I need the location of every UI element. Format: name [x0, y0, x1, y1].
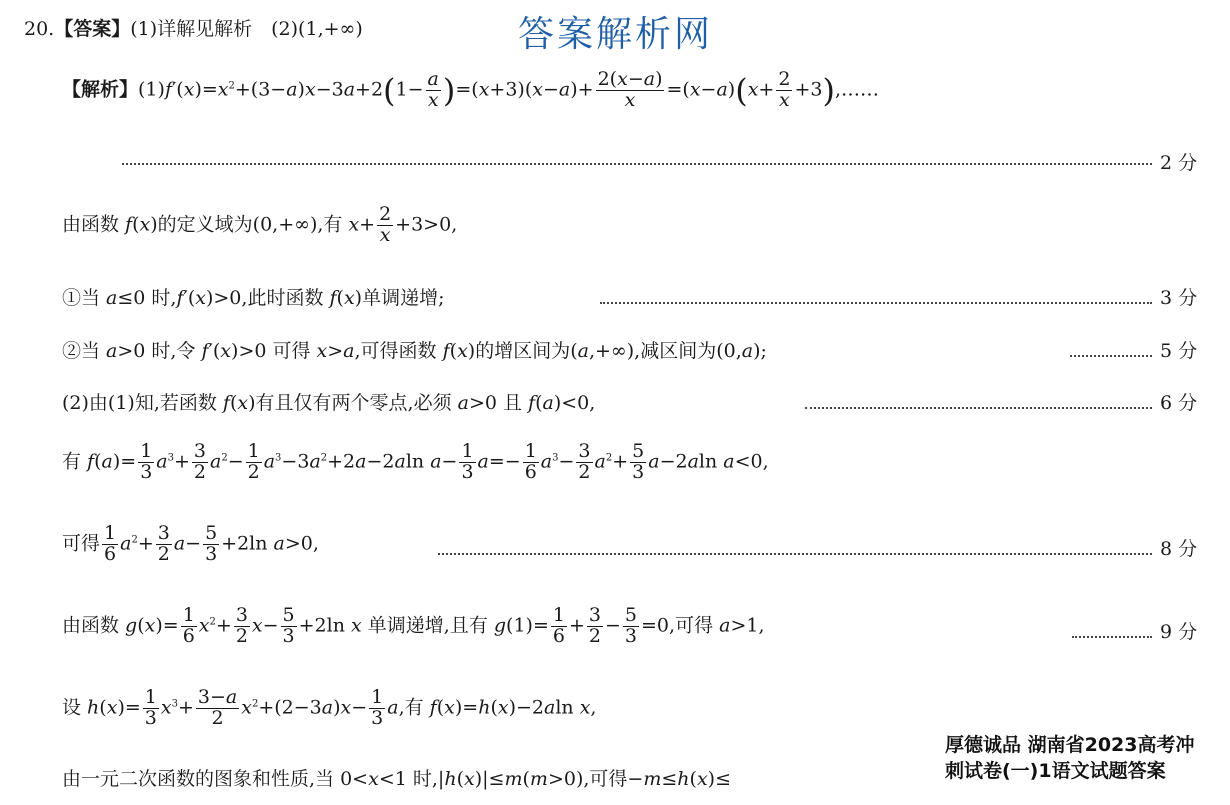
score-leader [438, 553, 1152, 555]
text: |≤ [482, 768, 505, 790]
quadratic-line: 由一元二次函数的图象和性质,当 0<x<1 时,|h(x)|≤m(m>0),可得−m≤h(x)≤ [62, 768, 732, 790]
text: >1, [730, 614, 765, 637]
text: ②当 [62, 340, 107, 362]
text: ( [522, 768, 530, 790]
answer-text: (1)详解见解析 (2)(1,+∞) [130, 18, 363, 40]
case-2-line: ②当 a>0 时,令 f′(x)>0 可得 x>a,可得函数 f(x)的增区间为(a,+∞),减区间为(0,a); [62, 340, 767, 362]
text: >0 可得 [238, 340, 317, 362]
score-6: 6 分 [1160, 392, 1198, 414]
text: 的增区间为( [475, 340, 578, 362]
score-leader [122, 163, 1152, 165]
text: >0,此时函数 [213, 287, 330, 309]
text: <1 时,| [378, 768, 445, 790]
part-2-line: (2)由(1)知,若函数 f(x)有且仅有两个零点,必须 a>0 且 f(a)<0, [62, 392, 596, 414]
text: 设 [62, 696, 88, 719]
text: ≤0 时, [117, 287, 177, 309]
analysis-tag: 【解析】 [62, 78, 139, 101]
g-function-line: 由函数 g(x)= $\frac{1}{6}$ $x^2+$ $\frac{3}{2}$ x− $\frac{5}{3}$ +2ln x 单调递增,且有 g(1)= $\frac{1}{6}$ + $\frac{3}{2}$ − $\frac{5}{3}$ =0,可得 a>1, [62, 604, 765, 647]
text: ); [753, 340, 767, 362]
inequality-line: 可得 $\frac{1}{6}$ $a^2+$ $\frac{3}{2}$ a− $\frac{5}{3}$ +2ln a>0, [62, 522, 319, 565]
source-watermark-line1: 厚德诚品 湖南省2023高考冲 [945, 734, 1195, 756]
text: ,+∞),减区间为(0, [588, 340, 742, 362]
text: 有且仅有两个零点,必须 [255, 392, 458, 414]
score-leader [805, 407, 1152, 409]
part-1-label: (1) [138, 78, 165, 101]
score-3: 3 分 [1160, 287, 1198, 309]
fa-line: 有 f(a)= $\frac{1}{3}$ $a^3+$ $\frac{3}{2}$ $a^2-$ $\frac{1}{2}$ $a^3-3a^2+2a-2aln$ a− $\frac{1}{3}$ a=− $\frac{1}{6}$ $a^3-$ $\frac{3}{2}$ $a^2+$ $\frac{5}{3}$ a−2aln a<0, [62, 440, 769, 483]
text: 单调递增,且有 [367, 614, 494, 637]
text: 由一元二次函数的图象和性质,当 0< [62, 768, 369, 790]
text: 有 [62, 450, 88, 473]
h-function-line: 设 h(x)= $\frac{1}{3}$ $x^3+$ $\frac{3-a}{2}$ $x^2+(2-3a)x-$ $\frac{1}{3}$ a,有 f(x)=h(x)−2aln x, [62, 686, 597, 729]
score-leader [1070, 355, 1152, 357]
score-2: 2 分 [1160, 152, 1198, 174]
watermark-title: 答案解析网 [518, 14, 714, 55]
source-watermark [945, 733, 1230, 784]
text: 单调递增; [362, 287, 445, 309]
answer-tag: 【答案】 [54, 18, 131, 40]
derivative-line: 【解析】$(1)f'(x)=x^2+(3-a)x-3a+2(1-$ $\frac{a}{x}$ )=(x+3)(x−a)+ $\frac{2(x-a)}{x}$ =(x−a)(x+ $\frac{2}{x}$ +3),…… [62, 68, 879, 111]
case-1-line: ①当 a≤0 时,f′(x)>0,此时函数 f(x)单调递增; [62, 287, 445, 309]
text: >0 时,令 [117, 340, 202, 362]
text: ①当 [62, 287, 107, 309]
text: =0,可得 [641, 614, 720, 637]
text: 可得 [62, 532, 101, 555]
score-8: 8 分 [1160, 538, 1198, 560]
text: (2)由(1)知,若函数 [62, 392, 223, 414]
text: >0 且 [468, 392, 529, 414]
source-watermark-line2: 刺试卷(一)1语文试题答案 [945, 759, 1166, 782]
score-leader [1072, 636, 1152, 638]
score-leader [600, 302, 1152, 304]
text: 由函数 [62, 614, 126, 637]
text: >0),可得− [547, 768, 644, 790]
text: <0, [561, 392, 596, 414]
text: 由函数 [62, 213, 126, 236]
answer-line [24, 14, 1230, 41]
score-5: 5 分 [1160, 340, 1198, 362]
score-9: 9 分 [1160, 621, 1198, 643]
domain-line: 由函数 f(x)的定义域为(0,+∞),有 x+ $\frac{2}{x}$ +3>0, [62, 203, 458, 246]
text: ≤ [661, 768, 678, 790]
text: 的定义域为(0,+∞),有 [157, 213, 349, 236]
text: ,有 [398, 696, 430, 719]
text: ,可得函数 [354, 340, 443, 362]
question-number: 20. [24, 18, 55, 40]
